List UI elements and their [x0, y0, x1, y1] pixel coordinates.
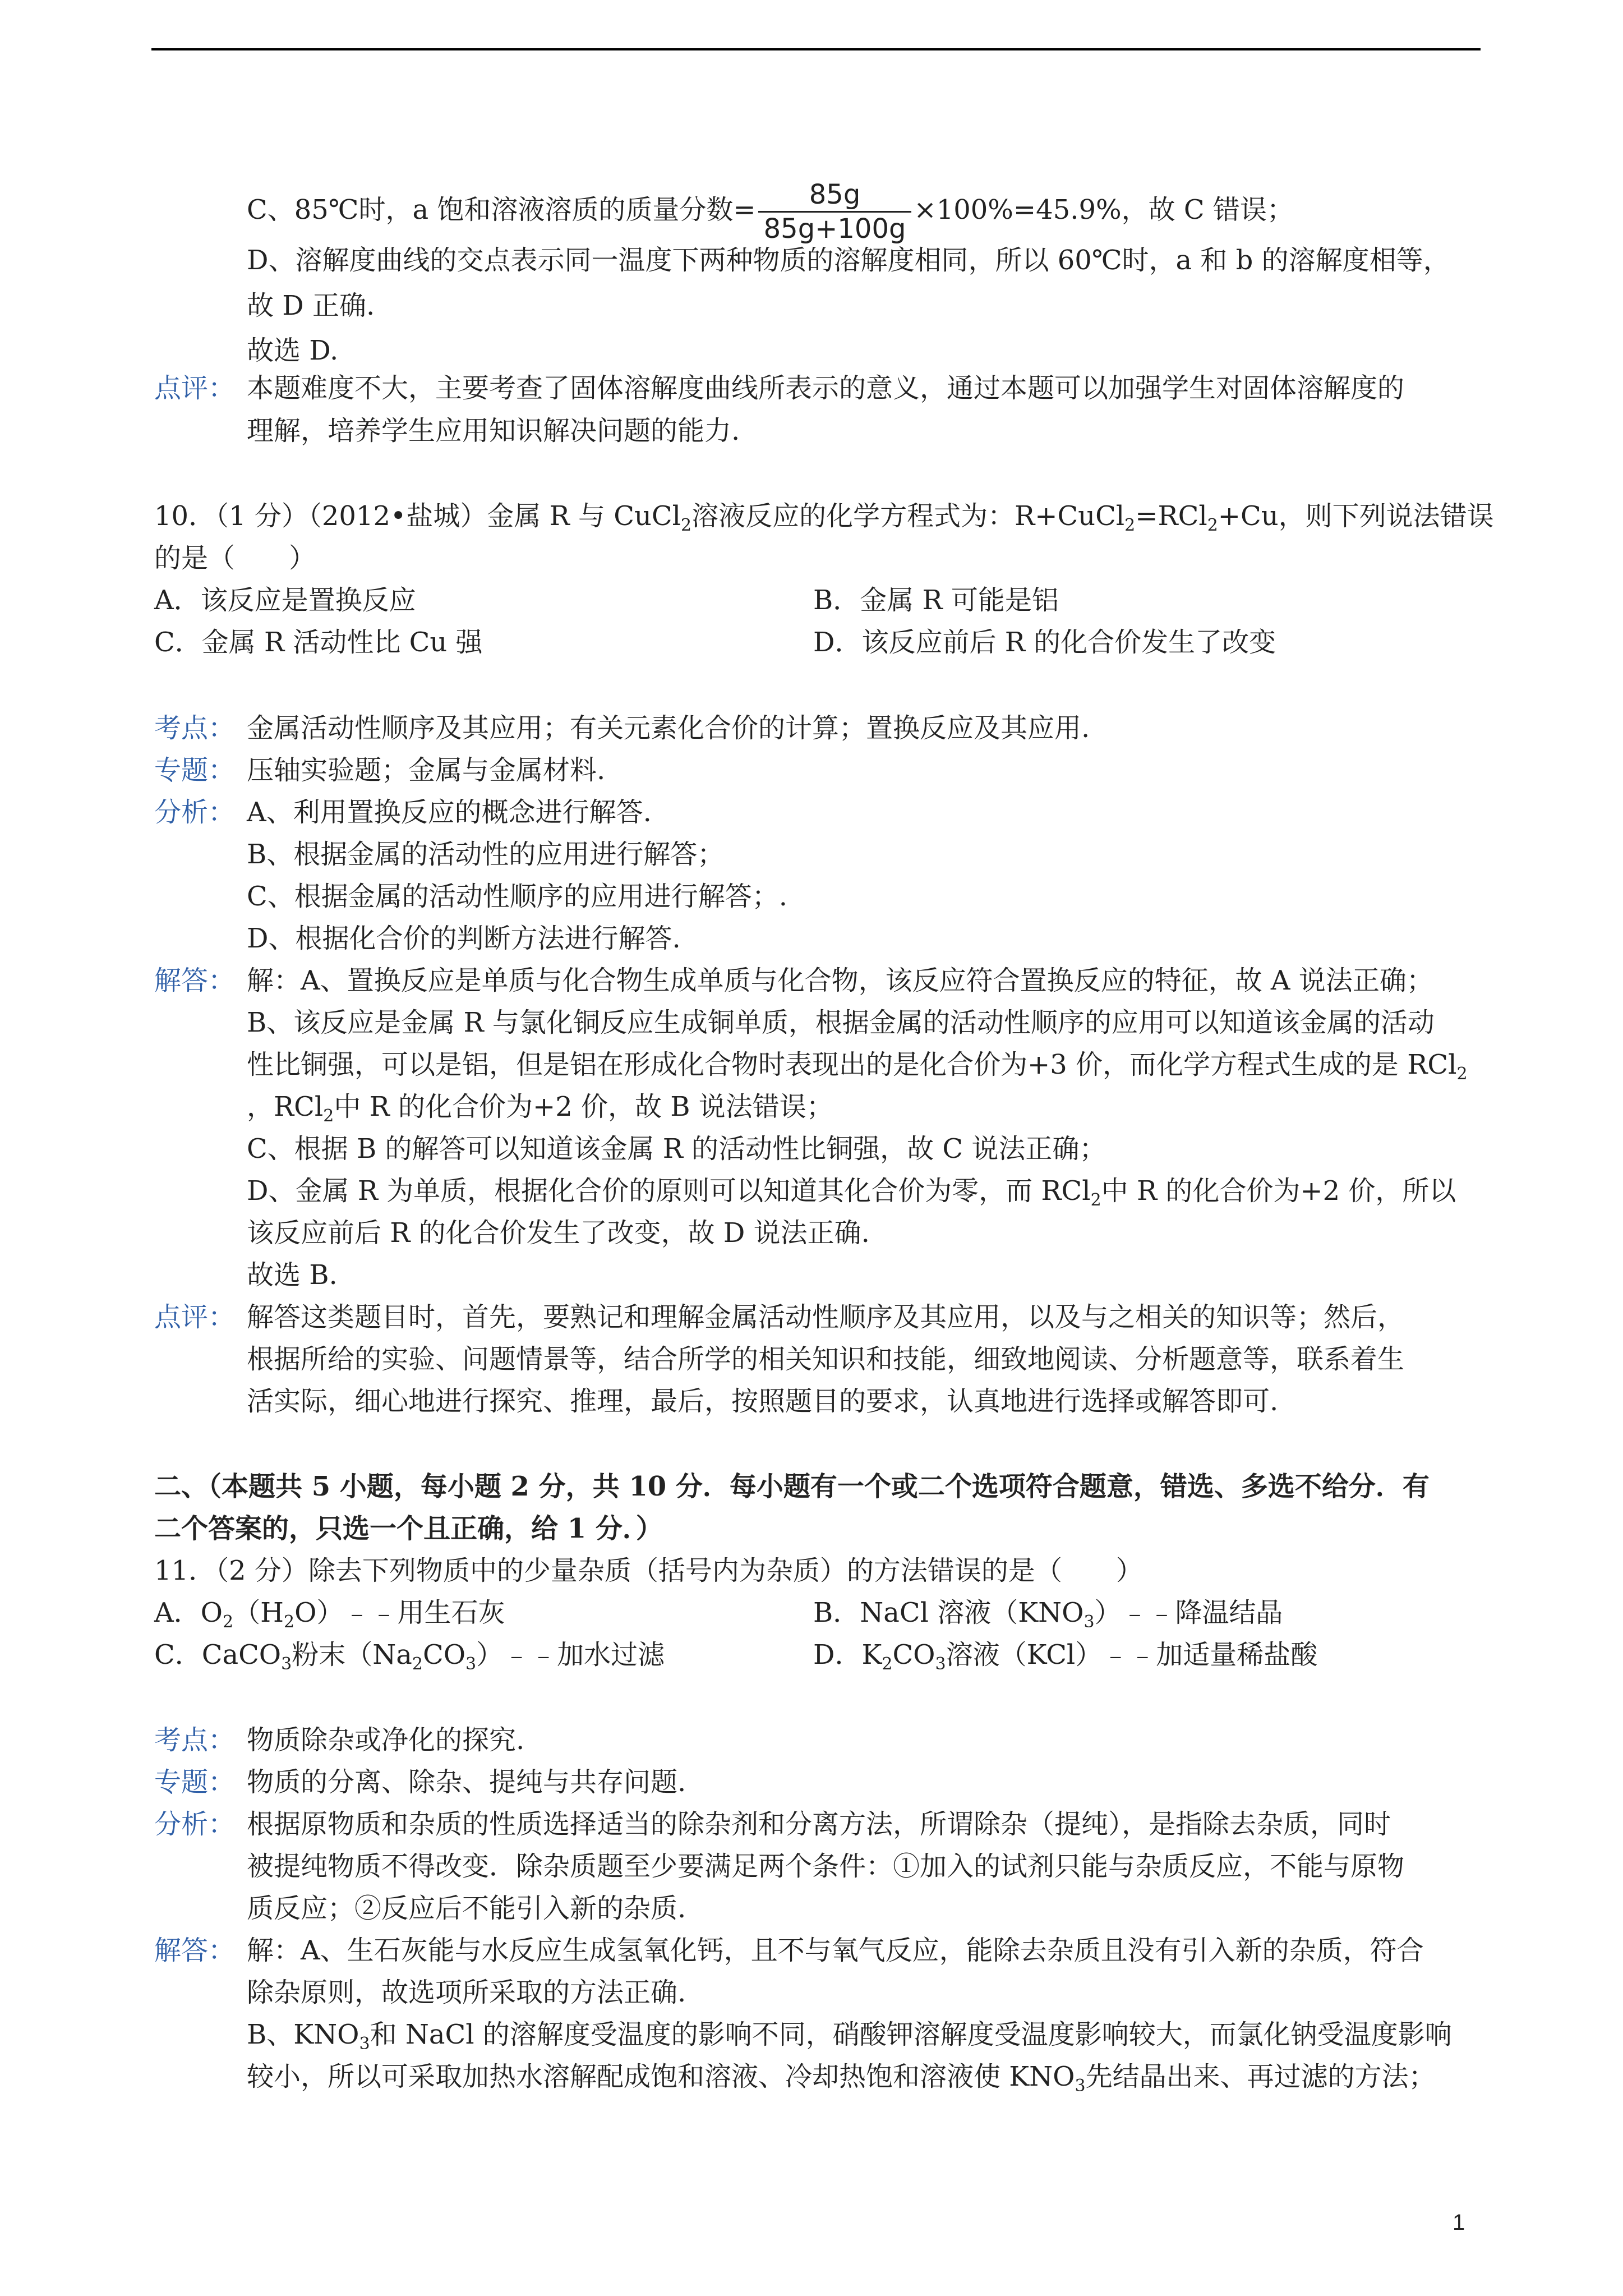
q11-jieda-line1: 解：A、生石灰能与水反应生成氢氧化钙，且不与氧气反应，能除去杂质且没有引入新的杂质，符合	[247, 1935, 1424, 1966]
q11-kaodian: 物质除杂或净化的探究.	[247, 1724, 525, 1756]
q11-kaodian-label: 考点：	[154, 1724, 236, 1756]
q10-kaodian: 金属活动性顺序及其应用；有关元素化合价的计算；置换反应及其应用.	[247, 712, 1090, 744]
q10-zhuanti-label: 专题：	[154, 754, 236, 786]
q11-option-b: B．NaCl 溶液$(KNO_3)﹣﹣$降温结晶	[813, 1597, 1283, 1632]
section2-heading-line1: 二、（本题共 5 小题，每小题 2 分，共 10 分．每小题有一个或二个选项符合题意，错选、多选不给分．有	[154, 1471, 1430, 1502]
q10-jieda-line3: 性比铜强，可以是铝，但是铝在形成化合物时表现出的是化合价为+3 价，而化学方程式生成的是 RCl$_2$	[247, 1049, 1468, 1084]
q11-fenxi-line2: 被提纯物质不得改变．除杂质题至少要满足两个条件：①加入的试剂只能与杂质反应，不能与原物	[247, 1851, 1405, 1882]
q10-dianping-line2: 根据所给的实验、问题情景等，结合所学的相关知识和技能，细致地阅读、分析题意等，联系着生	[247, 1343, 1405, 1375]
q11-zhuanti: 物质的分离、除杂、提纯与共存问题.	[247, 1766, 686, 1798]
q9-option-d-line2: 故 D 正确.	[247, 290, 375, 321]
q10-jieda-line1: 解：A、置换反应是单质与化合物生成单质与化合物，该反应符合置换反应的特征，故 A 说法正确；	[247, 965, 1433, 996]
q11-option-d: D．$K_2CO_3$溶液（KCl）﹣﹣加适量稀盐酸	[813, 1639, 1318, 1674]
q10-option-d: D．该反应前后 R 的化合价发生了改变	[813, 627, 1276, 658]
q10-option-c: C．金属 R 活动性比 Cu 强	[154, 627, 483, 658]
q10-fenxi-line1: A、利用置换反应的概念进行解答.	[247, 797, 652, 828]
q10-option-a: A．该反应是置换反应	[154, 585, 416, 616]
q9-option-d-line1: D、溶解度曲线的交点表示同一温度下两种物质的溶解度相同，所以 60℃时，a 和 b 的溶解度相等，	[247, 245, 1450, 276]
q10-jieda-line7: 该反应前后 R 的化合价发生了改变，故 D 说法正确.	[247, 1217, 870, 1249]
section2-heading-line2: 二个答案的，只选一个且正确，给 1 分．）	[154, 1513, 663, 1544]
q9-answer: 故选 D.	[247, 335, 339, 366]
q11-jieda-line2: 除杂原则，故选项所采取的方法正确.	[247, 1977, 686, 2008]
q10-dianping-label: 点评：	[154, 1301, 236, 1333]
q11-fenxi-label: 分析：	[154, 1809, 236, 1840]
q10-fenxi-line4: D、根据化合价的判断方法进行解答.	[247, 923, 681, 954]
page-number: 1	[1453, 2210, 1465, 2235]
q11-jieda-label: 解答：	[154, 1935, 236, 1966]
q10-jieda-line6: D、金属 R 为单质，根据化合价的原则可以知道其化合价为零，而 RCl$_2$中 R 的化合价为+2 价，所以	[247, 1175, 1456, 1210]
q11-fenxi-line3: 质反应；②反应后不能引入新的杂质.	[247, 1893, 686, 1924]
q10-jieda-line2: B、该反应是金属 R 与氯化铜反应生成铜单质，根据金属的活动性顺序的应用可以知道该金属的活动	[247, 1007, 1435, 1038]
q10-answer: 故选 B.	[247, 1259, 338, 1291]
q10-dianping-line1: 解答这类题目时，首先，要熟记和理解金属活动性顺序及其应用，以及与之相关的知识等；然后，	[247, 1301, 1405, 1333]
q10-stem-line2: 的是（ ）	[154, 542, 316, 574]
q9-comment-line2: 理解，培养学生应用知识解决问题的能力.	[247, 415, 740, 447]
q9-comment-label: 点评：	[154, 372, 236, 404]
q11-option-c: C．CaCO$_3$粉末$(Na_2CO_3)﹣﹣$加水过滤	[154, 1639, 665, 1674]
q10-jieda-line5: C、根据 B 的解答可以知道该金属 R 的活动性比铜强，故 C 说法正确；	[247, 1133, 1106, 1165]
q11-jieda-line3: B、$KNO_3$和 NaCl 的溶解度受温度的影响不同，硝酸钾溶解度受温度影响较大，而氯化钠受温度影响	[247, 2019, 1452, 2054]
q10-stem-line1: 10．（1 分）（2012•盐城）金属 R 与 CuCl$_2$溶液反应的化学方程式为：R+CuCl$_2$=RCl$_2$+Cu，则下列说法错误	[154, 500, 1494, 535]
q11-jieda-line4: 较小，所以可采取加热水溶解配成饱和溶液、冷却热饱和溶液使 $KNO_3$先结晶出来、再过滤的方法；	[247, 2061, 1436, 2096]
header-rule	[151, 48, 1481, 50]
q10-jieda-label: 解答：	[154, 965, 236, 996]
fraction: $\frac{85g}{85g+100g}$	[758, 178, 912, 245]
q9-comment-line1: 本题难度不大，主要考查了固体溶解度曲线所表示的意义，通过本题可以加强学生对固体溶解度的	[247, 372, 1405, 404]
q10-fenxi-line2: B、根据金属的活动性的应用进行解答；	[247, 839, 725, 870]
q11-fenxi-line1: 根据原物质和杂质的性质选择适当的除杂剂和分离方法，所谓除杂（提纯），是指除去杂质，同时	[247, 1809, 1391, 1840]
q10-fenxi-line3: C、根据金属的活动性顺序的应用进行解答；.	[247, 881, 787, 912]
q11-zhuanti-label: 专题：	[154, 1766, 236, 1798]
q10-jieda-line4: ，RCl$_2$中 R 的化合价为+2 价，故 B 说法错误；	[247, 1091, 833, 1126]
q11-stem: 11．（2 分）除去下列物质中的少量杂质（括号内为杂质）的方法错误的是（ ）	[154, 1555, 1143, 1586]
q10-kaodian-label: 考点：	[154, 712, 236, 744]
q9-option-c-analysis: C、85℃时，a 饱和溶液溶质的质量分数= $\frac{85g}{85g+100g}$ ×100%=45.9%，故 C 错误；	[247, 179, 1294, 245]
q10-dianping-line3: 活实际，细心地进行探究、推理，最后，按照题目的要求，认真地进行选择或解答即可.	[247, 1386, 1279, 1417]
q11-option-a: A．$O_2(H_2O)﹣﹣$用生石灰	[154, 1597, 505, 1632]
q10-zhuanti: 压轴实验题；金属与金属材料.	[247, 754, 606, 786]
q10-option-b: B．金属 R 可能是铝	[813, 585, 1059, 616]
q10-fenxi-label: 分析：	[154, 797, 236, 828]
